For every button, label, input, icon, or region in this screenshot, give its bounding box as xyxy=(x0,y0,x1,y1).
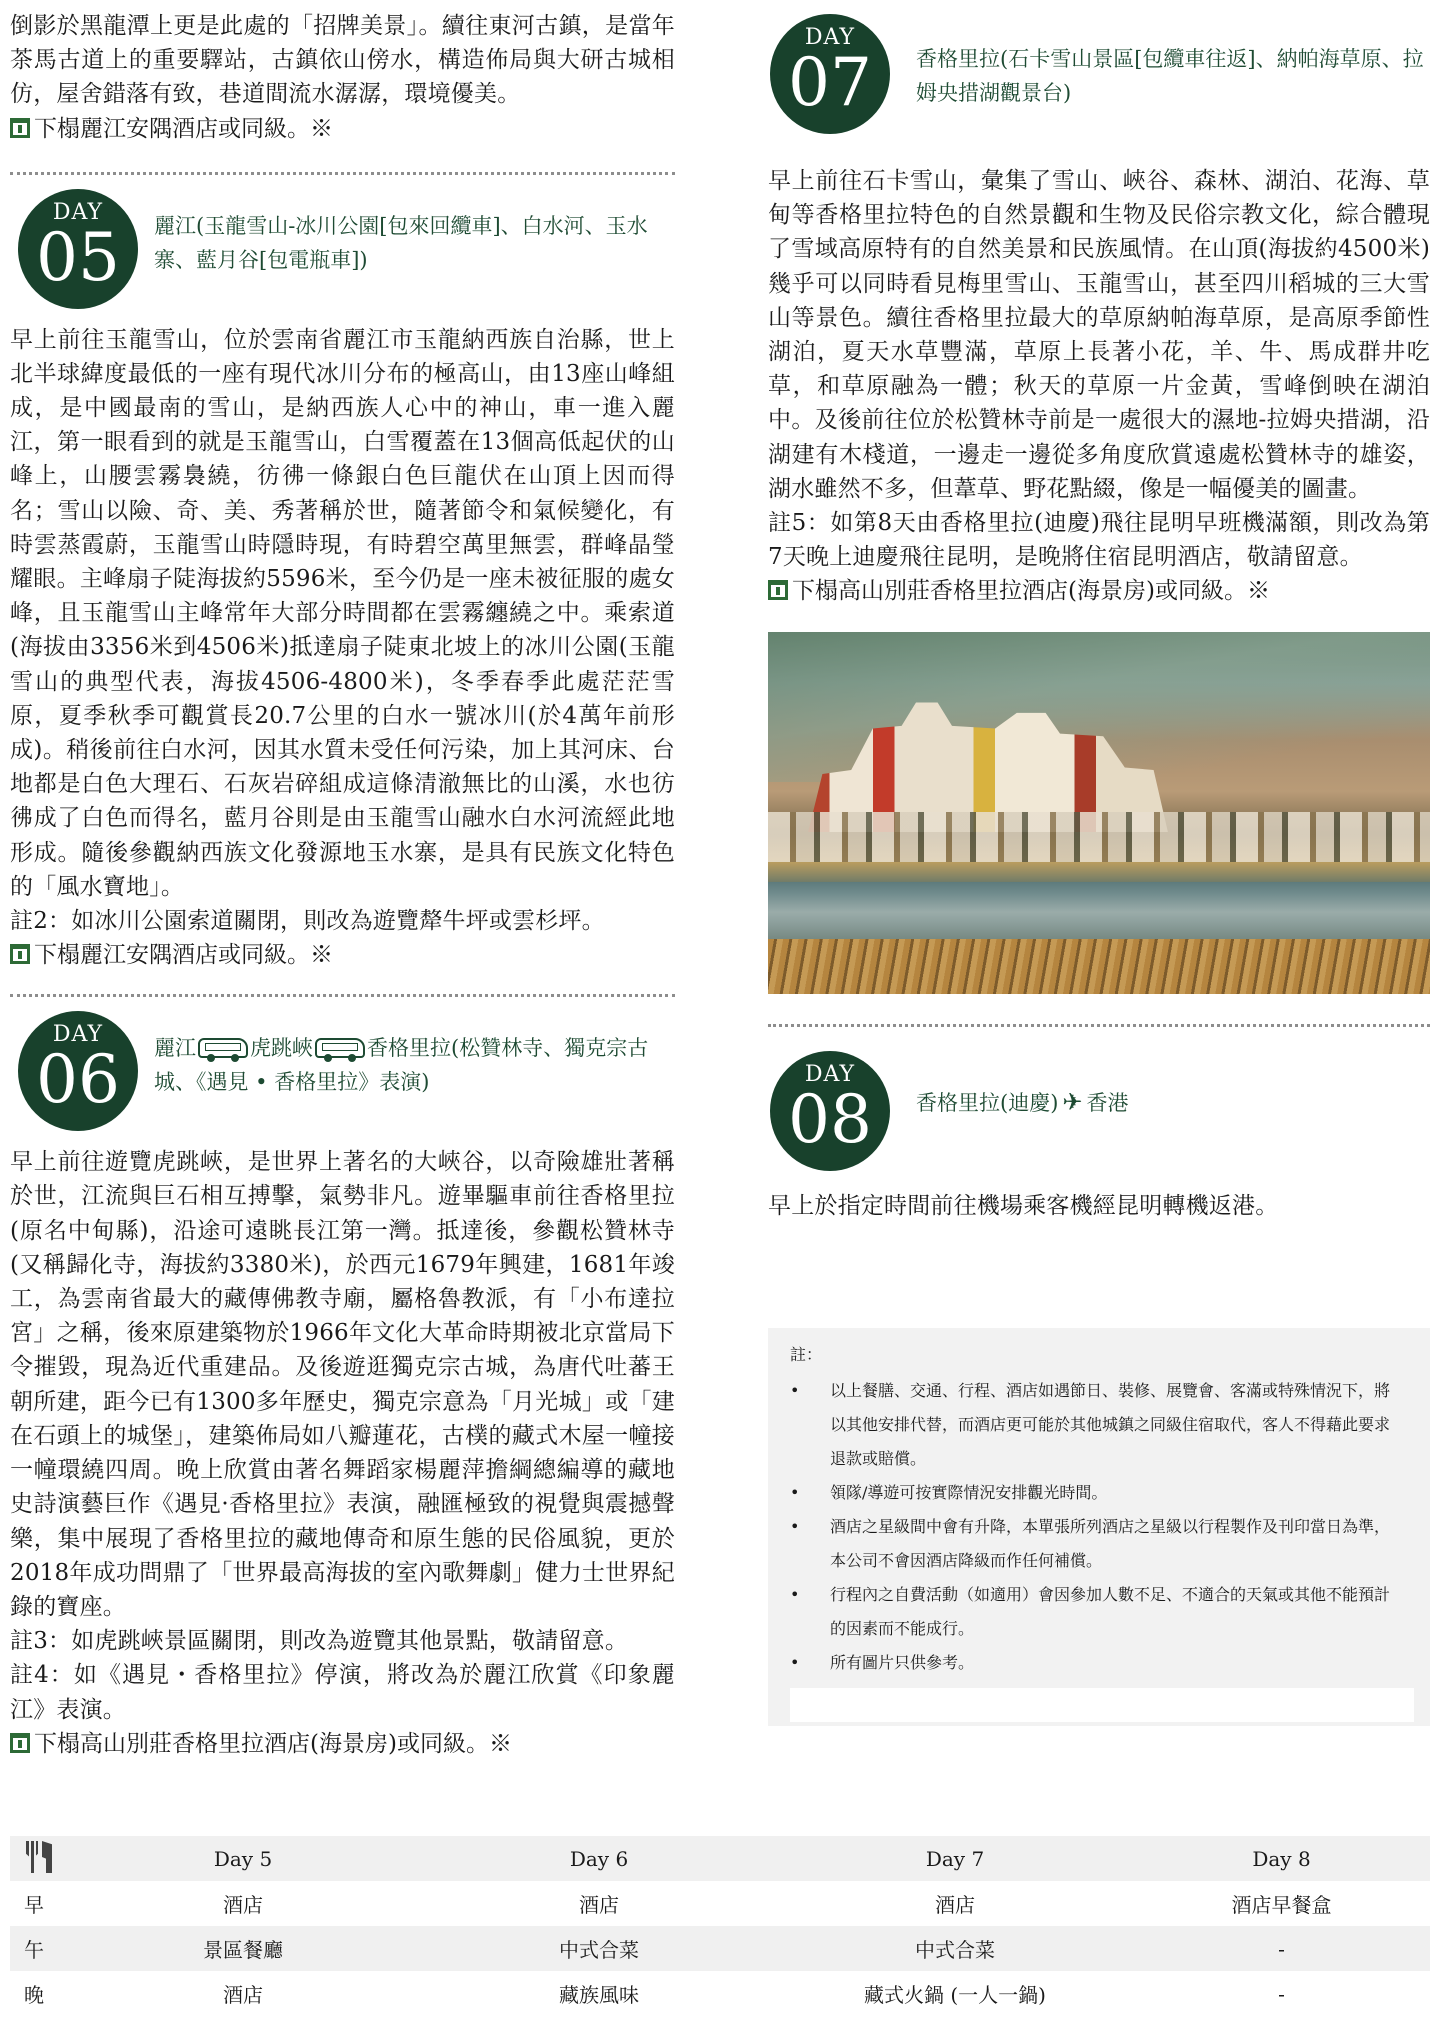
day5-section xyxy=(10,185,675,973)
meals-header-cell: Day 6 xyxy=(569,1846,629,1871)
fork-knife-icon xyxy=(24,1839,56,1873)
hotel-icon xyxy=(10,118,30,138)
hotel-icon xyxy=(10,1733,30,1753)
day5-body: 早上前往玉龍雪山，位於雲南省麗江市玉龍納西族自治縣，世上北半球緯度最低的一座有現代冰川分布的極高山，由13座山峰組成，是中國最南的雪山，是納西族人心中的神山，車一進入麗江，第一眼看到的就是玉龍雪山，白雪覆蓋在13個高低起伏的山峰上，山腰雲霧裊繞，彷彿一條銀白色巨龍伏在山頂上因而得名；雪山以險、奇、美、秀著稱於世，隨著節令和氣候變化，有時雲蒸霞蔚，玉龍雪山時隱時現，有時碧空萬里無雲，群峰晶瑩耀眼。主峰扇子陡海拔約5596米，至今仍是一座未被征服的處女峰，且玉龍雪山主峰常年大部分時間都在雲霧纏繞之中。乘索道(海拔由3356米到4506米)抵達扇子陡東北坡上的冰川公園(玉龍雪山的典型代表，海拔4506-4800米)，冬季春季此處茫茫雪原，夏季秋季可觀賞長20.7公里的白水一號冰川(於4萬年前形成)。稍後前往白水河，因其水質未受任何污染，加上其河床、台地都是白色大理石、石灰岩碎組成這條清澈無比的山溪，水也彷彿成了白色而得名，藍月谷則是由玉龍雪山融水白水河流經此地形成。隨後參觀納西族文化發源地玉水寨，是具有民族文化特色的「風水寶地」。 xyxy=(10,326,675,900)
badge-label: DAY xyxy=(804,1062,856,1088)
meals-row-label: 午 xyxy=(24,1938,44,1962)
meals-row-lunch xyxy=(10,1926,1430,1971)
day6-note-1: 註3：如虎跳峽景區關閉，則改為遊覽其他景點，敬請留意。 xyxy=(10,1628,629,1655)
badge-number: 07 xyxy=(788,44,872,121)
monastery-photo xyxy=(768,632,1430,994)
meals-cell: 酒店 xyxy=(579,1893,619,1917)
day6-title xyxy=(154,1031,675,1099)
meals-cell: - xyxy=(1278,1936,1285,1961)
meals-row-label: 早 xyxy=(24,1893,44,1917)
bus-icon xyxy=(198,1038,248,1058)
meals-table xyxy=(10,1836,1430,2016)
day6-hotel-line xyxy=(10,1727,675,1761)
day7-section xyxy=(768,0,1430,608)
day5-header xyxy=(10,185,675,313)
day7-note: 註5：如第8天由香格里拉(迪慶)飛往昆明早班機滿額，則改為第7天晚上迪慶飛往昆明，是晚將住宿昆明酒店，敬請留意。 xyxy=(768,510,1430,571)
day4-hotel-text: 下榻麗江安隅酒店或同級。※ xyxy=(34,115,333,142)
meals-row-dinner xyxy=(10,1971,1430,2016)
badge-number: 05 xyxy=(36,218,120,296)
photo-grass xyxy=(768,939,1430,994)
day7-hotel-line xyxy=(768,574,1430,608)
badge-label: DAY xyxy=(804,25,856,50)
meals-cell: 酒店 xyxy=(223,1893,263,1917)
day8-title-origin: 香格里拉(迪慶) xyxy=(916,1091,1059,1116)
day5-title: 麗江(玉龍雪山-冰川公園[包來回纜車]、白水河、玉水寨、藍月谷[包電瓶車]) xyxy=(154,213,648,272)
day6-note-2: 註4：如《遇見・香格里拉》停演，將改為於麗江欣賞《印象麗江》表演。 xyxy=(10,1662,675,1723)
day7-header xyxy=(768,0,1430,150)
notes-item: • 行程內之自費活動（如適用）會因參加人數不足、不適合的天氣或其他不能預計的因素而不能成行。 xyxy=(790,1578,1402,1646)
day5-hotel-text: 下榻麗江安隅酒店或同級。※ xyxy=(34,942,333,969)
badge-number: 08 xyxy=(788,1081,872,1159)
day6-hotel-text: 下榻高山別莊香格里拉酒店(海景房)或同級。※ xyxy=(34,1730,512,1757)
day8-section xyxy=(768,1047,1430,1223)
day8-title xyxy=(916,1085,1430,1120)
meals-cell: - xyxy=(1278,1981,1285,2006)
left-column xyxy=(10,0,675,1761)
meals-row-breakfast xyxy=(10,1881,1430,1926)
notes-item: • 領隊/導遊可按實際情況安排觀光時間。 xyxy=(790,1476,1402,1510)
notes-item: • 所有圖片只供參考。 xyxy=(790,1646,1402,1680)
day5-badge xyxy=(18,189,138,309)
photo-lake xyxy=(768,882,1430,942)
meals-cell: 中式合菜 xyxy=(915,1938,995,1962)
day7-body: 早上前往石卡雪山，彙集了雪山、峽谷、森林、湖泊、花海、草甸等香格里拉特色的自然景觀和生物及民俗宗教文化，綜合體現了雪域高原特有的自然美景和民族風情。在山頂(海拔約4500米)幾乎可以同時看見梅里雪山、玉龍雪山，甚至四川稻城的三大雪山等景色。續往香格里拉最大的草原納帕海草原，是高原季節性湖泊，夏天水草豐滿，草原上長著小花，羊、牛、馬成群井吃草，和草原融為一體；秋天的草原一片金黃，雪峰倒映在湖泊中。及後前往位於松贊林寺前是一處很大的濕地-拉姆央措湖，沿湖建有木棧道，一邊走一邊從多角度欣賞遠處松贊林寺的雄姿，湖水雖然不多，但葦草、野花點綴，像是一幅優美的圖畫。 xyxy=(768,168,1430,502)
day6-title-dest: 香格里拉(松贊林寺、獨克宗古城、《遇見 • 香格里拉》表演) xyxy=(154,1036,649,1095)
divider xyxy=(10,994,675,997)
notes-title: 註： xyxy=(790,1344,823,1364)
day6-title-origin: 麗江 xyxy=(154,1036,196,1061)
day8-body: 早上於指定時間前往機場乘客機經昆明轉機返港。 xyxy=(768,1193,1279,1220)
divider xyxy=(10,172,675,175)
day5-hotel-line xyxy=(10,938,675,972)
notes-blank xyxy=(790,1688,1414,1722)
day8-title-dest: 香港 xyxy=(1086,1091,1129,1116)
meals-cell: 藏式火鍋 (一人一鍋) xyxy=(864,1983,1046,2007)
day5-note: 註2：如冰川公園索道關閉，則改為遊覽犛牛坪或雲杉坪。 xyxy=(10,908,605,935)
day6-title-mid: 虎跳峽 xyxy=(250,1036,313,1061)
photo-town xyxy=(768,812,1430,862)
day8-badge xyxy=(770,1051,890,1171)
meals-cell: 景區餐廳 xyxy=(203,1938,283,1962)
badge-label: DAY xyxy=(52,199,104,225)
day7-title: 香格里拉(石卡雪山景區[包纜車往返]、納帕海草原、拉姆央措湖觀景台) xyxy=(916,47,1424,105)
notes-item: • 酒店之星級間中會有升降，本單張所列酒店之星級以行程製作及刊印當日為準，本公司不會因酒店降級而作任何補償。 xyxy=(790,1510,1402,1578)
meals-icon-cell xyxy=(10,1839,65,1878)
notes-item: • 以上餐膳、交通、行程、酒店如遇節日、裝修、展覽會、客滿或特殊情況下，將以其他安排代替，而酒店更可能於其他城鎮之同級住宿取代，客人不得藉此要求退款或賠償。 xyxy=(790,1374,1402,1476)
divider xyxy=(768,1024,1430,1027)
plane-icon: ✈ xyxy=(1062,1088,1083,1117)
hotel-icon xyxy=(10,944,30,964)
day7-hotel-text: 下榻高山別莊香格里拉酒店(海景房)或同級。※ xyxy=(792,578,1270,605)
day7-badge xyxy=(770,14,890,134)
badge-label: DAY xyxy=(52,1022,104,1048)
bus-icon xyxy=(315,1038,365,1058)
day8-header xyxy=(768,1047,1430,1175)
meals-cell: 酒店 xyxy=(223,1983,263,2007)
meals-cell: 中式合菜 xyxy=(559,1938,639,1962)
day4-tail xyxy=(10,0,675,146)
notes-list xyxy=(790,1374,1402,1680)
meals-header-cell: Day 8 xyxy=(1252,1846,1311,1871)
day6-header xyxy=(10,1007,675,1135)
badge-number: 06 xyxy=(36,1041,120,1119)
notes-box xyxy=(768,1328,1430,1726)
day4-hotel-line xyxy=(10,112,675,146)
meals-cell: 酒店 xyxy=(935,1893,975,1917)
right-column xyxy=(768,0,1430,1726)
meals-header-cell: Day 5 xyxy=(213,1846,273,1871)
meals-cell: 藏族風味 xyxy=(559,1983,639,2007)
day4-tail-body: 倒影於黑龍潭上更是此處的「招牌美景」。續往東河古鎮，是當年茶馬古道上的重要驛站，古鎮依山傍水，構造佈局與大研古城相仿，屋舍錯落有致，巷道間流水潺潺，環境優美。 xyxy=(10,13,675,108)
day6-body: 早上前往遊覽虎跳峽，是世界上著名的大峽谷，以奇險雄壯著稱於世，江流與巨石相互搏擊，氣勢非凡。遊畢驅車前往香格里拉(原名中甸縣)，沿途可遠眺長江第一灣。抵達後，參觀松贊林寺(又稱歸化寺，海拔約3380米)，於西元1679年興建，1681年竣工，為雲南省最大的藏傳佛教寺廟，屬格魯教派，有「小布達拉宮」之稱，後來原建築物於1966年文化大革命時期被北京當局下令摧毀，現為近代重建品。及後遊逛獨克宗古城，為唐代吐蕃王朝所建，距今已有1300多年歷史，獨克宗意為「月光城」或「建在石頭上的城堡」，建築佈局如八瓣蓮花，古樸的藏式木屋一幢接一幢環繞四周。晚上欣賞由著名舞蹈家楊麗萍擔綱總編導的藏地史詩演藝巨作《遇見·香格里拉》表演，融匯極致的視覺與震撼聲樂，集中展現了香格里拉的藏地傳奇和原生態的民俗風貌，更於2018年成功問鼎了「世界最高海拔的室內歌舞劇」健力士世界紀錄的寶座。 xyxy=(10,1149,675,1620)
meals-row-label: 晚 xyxy=(24,1983,44,2007)
meals-header-row xyxy=(10,1836,1430,1881)
meals-header-cell: Day 7 xyxy=(925,1846,985,1871)
meals-cell: 酒店早餐盒 xyxy=(1231,1893,1332,1917)
day6-badge xyxy=(18,1011,138,1131)
day6-section xyxy=(10,1007,675,1760)
hotel-icon xyxy=(768,580,788,600)
